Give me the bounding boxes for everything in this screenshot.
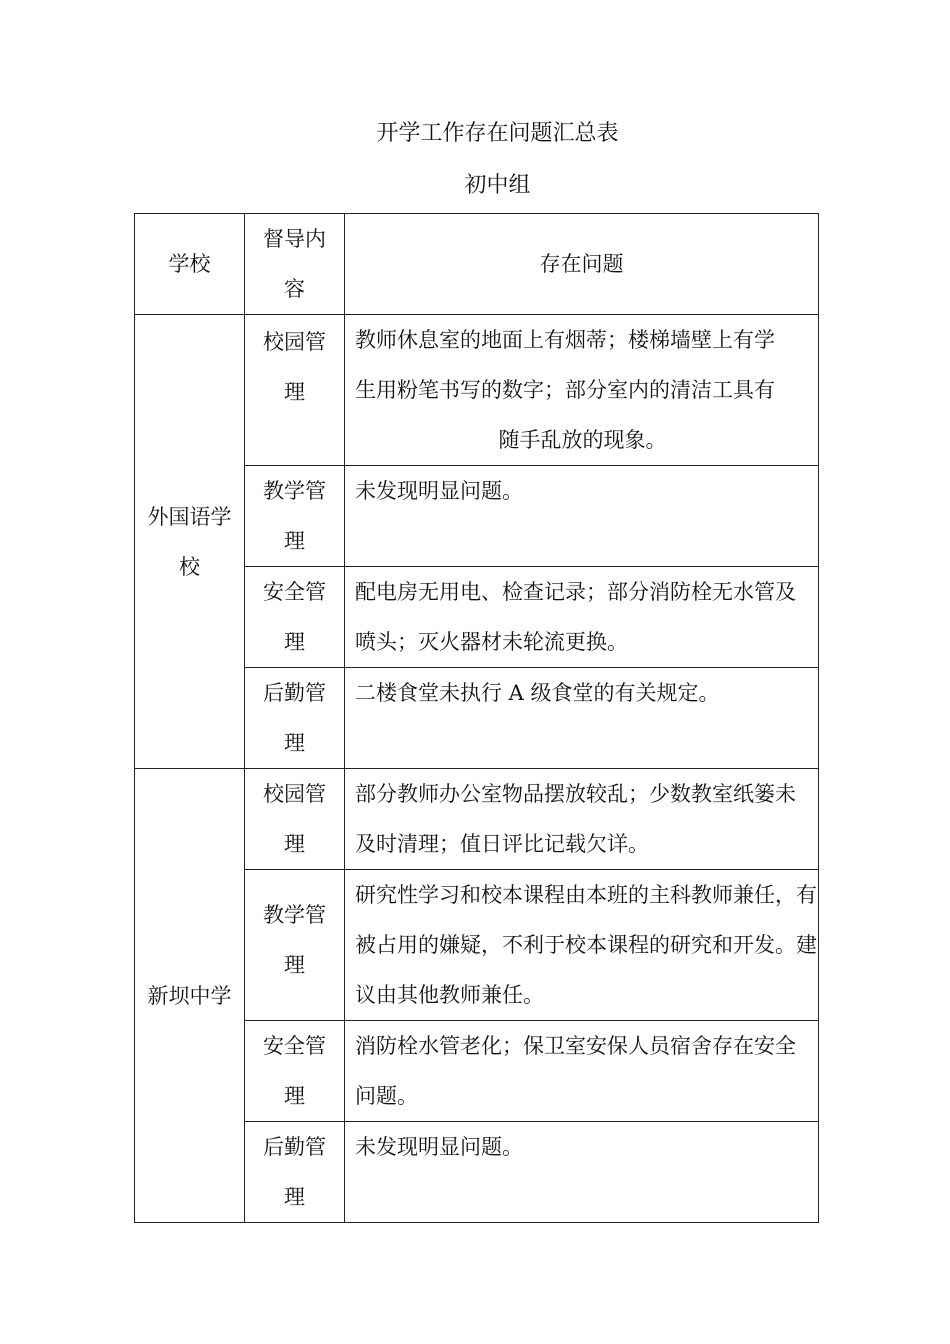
item-cell <box>245 769 345 870</box>
item-label: 教学管理 <box>263 479 326 553</box>
table-header-row <box>135 214 819 315</box>
item-label: 安全管理 <box>263 580 326 654</box>
page-subtitle: 初中组 <box>464 173 531 198</box>
issue-text: 部分教师办公室物品摆放较乱；少数教室纸篓未及时清理；值日评比记载欠详。 <box>355 782 796 856</box>
issue-text: 未发现明显问题。 <box>355 479 523 503</box>
issue-cell <box>345 769 819 870</box>
issue-text: 配电房无用电、检查记录；部分消防栓无水管及喷头；灭火器材未轮流更换。 <box>355 580 796 654</box>
issue-cell <box>345 466 819 567</box>
issue-text: 未发现明显问题。 <box>355 1135 523 1159</box>
issue-text-line: 教师休息室的地面上有烟蒂；楼梯墙壁上有学 <box>355 328 775 352</box>
issue-cell <box>345 1122 819 1223</box>
school-name: 新坝中学 <box>147 983 232 1008</box>
item-cell <box>245 1122 345 1223</box>
item-label: 校园管理 <box>263 330 326 404</box>
table-row <box>135 769 819 870</box>
header-issues: 存在问题 <box>345 214 819 315</box>
item-cell <box>245 668 345 769</box>
issues-summary-table <box>134 213 819 1223</box>
issue-text-line: 生用粉笔书写的数字；部分室内的清洁工具有 <box>355 378 775 402</box>
header-item-label: 督导内容 <box>263 227 326 301</box>
item-label: 教学管理 <box>263 903 326 977</box>
item-label: 安全管理 <box>263 1034 326 1108</box>
issue-text: 研究性学习和校本课程由本班的主科教师兼任，有被占用的嫌疑，不利于校本课程的研究和开发。建议由其他教师兼任。 <box>355 883 817 1007</box>
school-name-cell <box>135 769 245 1223</box>
item-cell <box>245 1021 345 1122</box>
header-school: 学校 <box>135 214 245 315</box>
issue-text: 二楼食堂未执行 A 级食堂的有关规定。 <box>355 681 720 705</box>
issue-cell <box>345 315 819 466</box>
item-label: 后勤管理 <box>263 1135 326 1209</box>
issue-cell <box>345 668 819 769</box>
page-title: 开学工作存在问题汇总表 <box>376 121 619 146</box>
item-cell <box>245 315 345 466</box>
school-name-cell <box>135 315 245 769</box>
issue-cell <box>345 870 819 1021</box>
issue-cell <box>345 567 819 668</box>
issue-text-line: 随手乱放的现象。 <box>498 428 667 452</box>
item-label: 后勤管理 <box>263 681 326 755</box>
issue-cell <box>345 1021 819 1122</box>
header-item <box>245 214 345 315</box>
table-row <box>135 315 819 466</box>
issue-text: 消防栓水管老化；保卫室安保人员宿舍存在安全问题。 <box>355 1034 796 1108</box>
item-cell <box>245 466 345 567</box>
item-cell <box>245 870 345 1021</box>
item-label: 校园管理 <box>263 782 326 856</box>
school-name: 外国语学校 <box>147 504 232 579</box>
item-cell <box>245 567 345 668</box>
